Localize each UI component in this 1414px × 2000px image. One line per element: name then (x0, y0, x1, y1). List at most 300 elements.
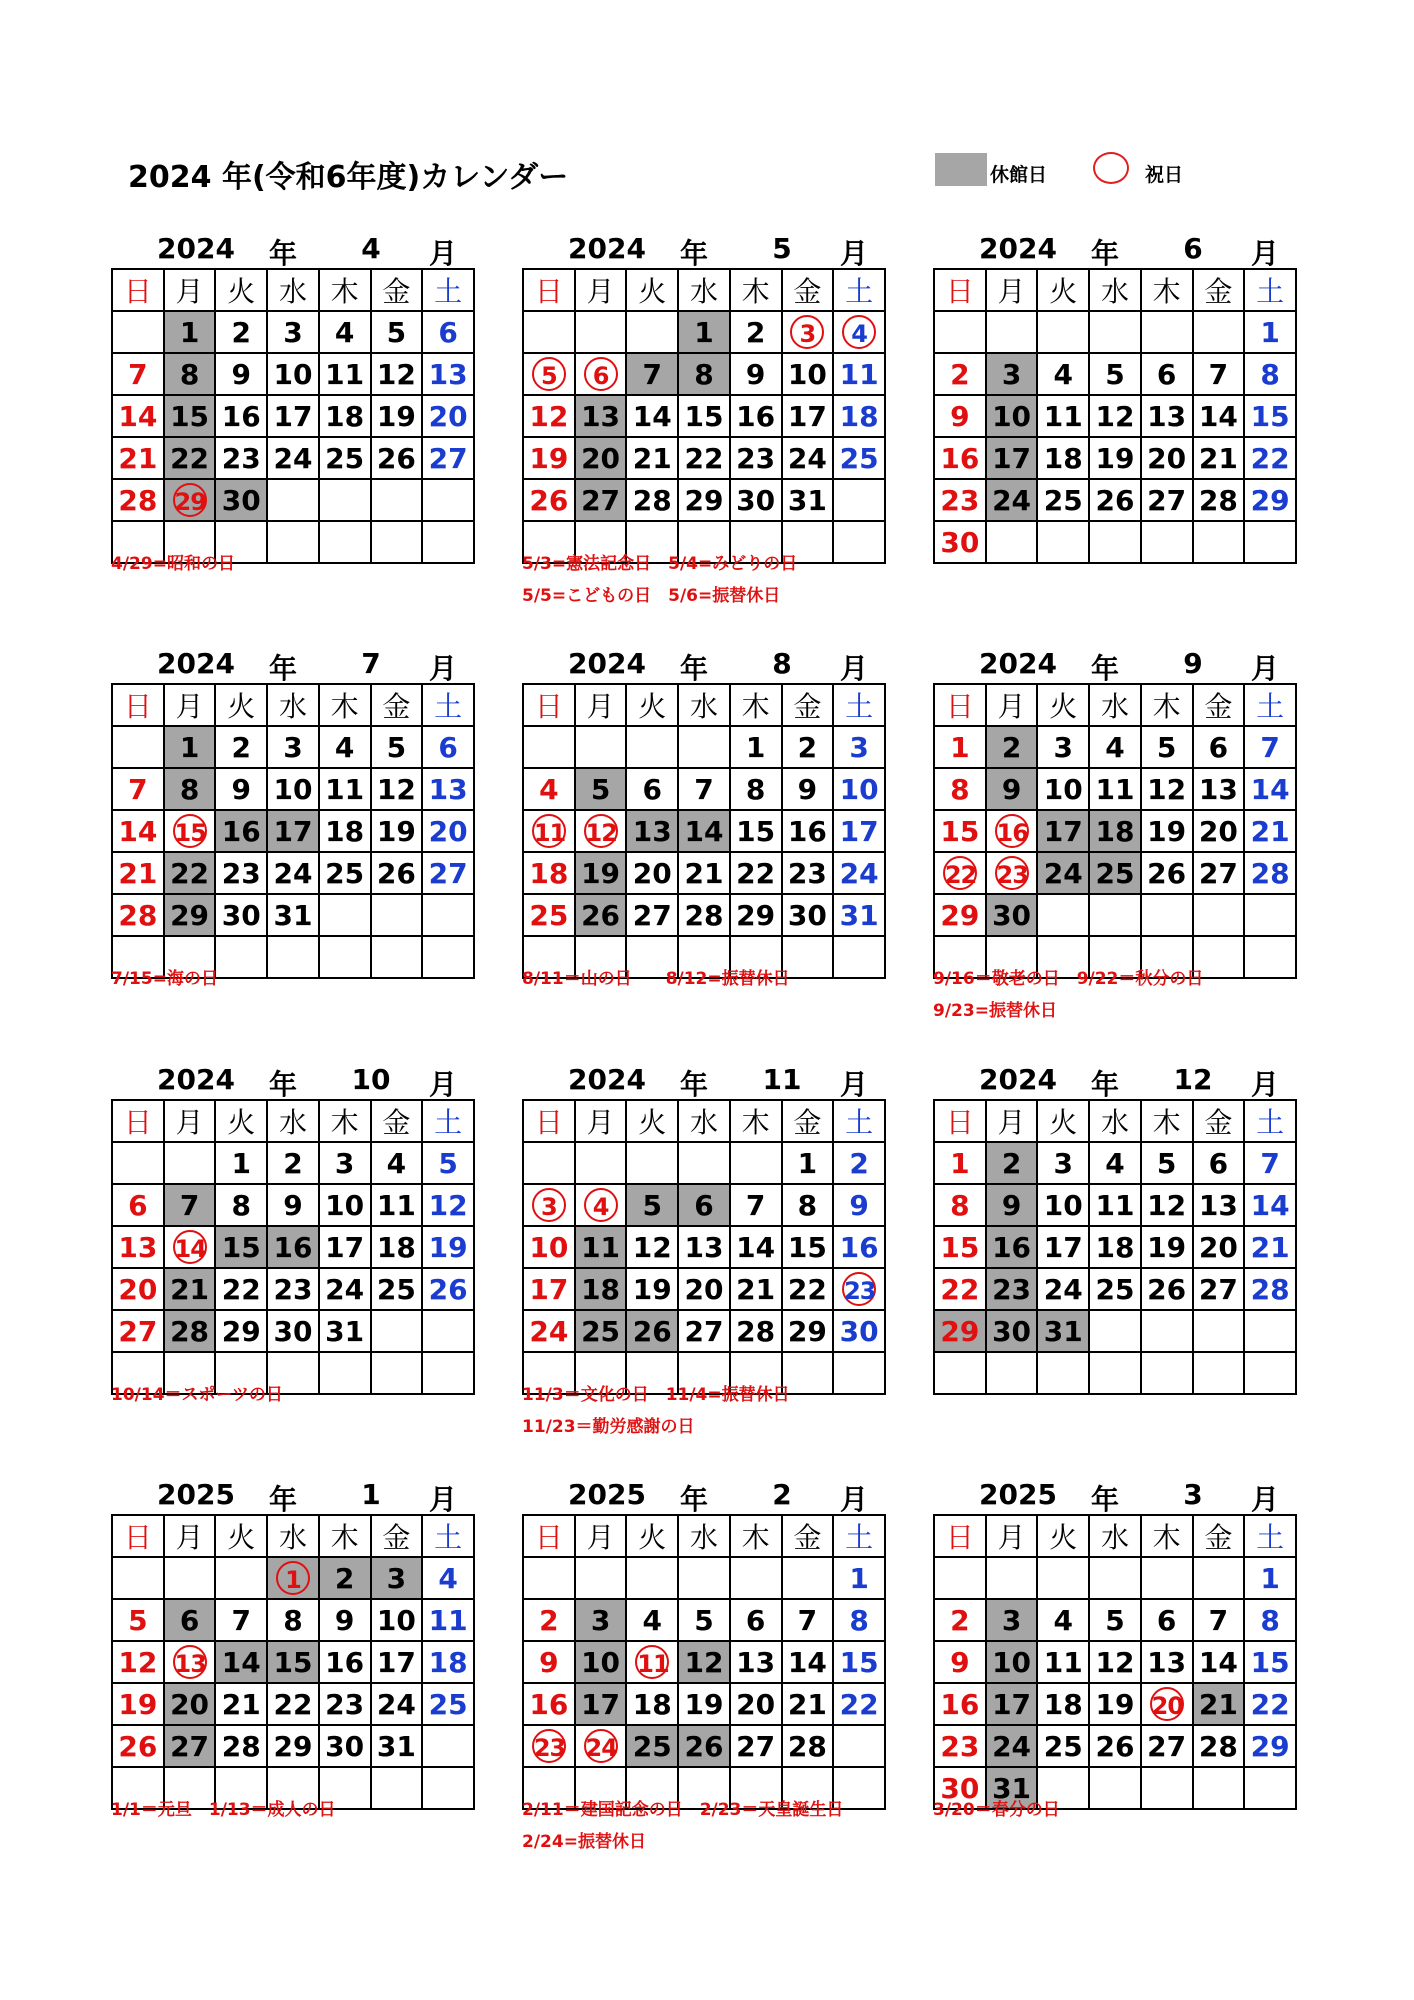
closed-day-cell (626, 810, 678, 852)
day-cell (833, 894, 885, 936)
day-cell (319, 1725, 371, 1767)
day-number: 19 (632, 1272, 672, 1306)
weekday-header-cell: 火 (1037, 1515, 1089, 1557)
month-table (522, 1514, 886, 1810)
week-row (112, 1641, 474, 1683)
day-number: 3 (790, 315, 824, 349)
closed-day-cell (575, 1599, 627, 1641)
day-number: 28 (170, 1314, 210, 1348)
holiday-note-line: 9/16＝敬老の日 9/22＝秋分の日 (933, 969, 1204, 989)
day-number: 11 (325, 357, 365, 391)
day-cell (267, 1184, 319, 1226)
day-number: 29 (1250, 1729, 1290, 1763)
day-number: 24 (273, 856, 313, 890)
day-number: 24 (839, 856, 879, 890)
day-cell (782, 1310, 834, 1352)
closed-day-cell (267, 810, 319, 852)
day-cell (833, 1641, 885, 1683)
day-number: 23 (325, 1687, 365, 1721)
day-number: 10 (992, 399, 1032, 433)
empty-day-cell (934, 1352, 986, 1394)
day-number: 27 (428, 856, 468, 890)
day-number: 3 (532, 1188, 566, 1222)
day-number: 23 (992, 1272, 1032, 1306)
day-number: 25 (376, 1272, 416, 1306)
weekday-header-cell: 土 (422, 1100, 474, 1142)
day-number: 19 (1095, 1687, 1135, 1721)
empty-day-cell (1037, 1352, 1089, 1394)
weekday-header-cell: 火 (626, 684, 678, 726)
weekday-header-cell: 日 (112, 684, 164, 726)
holiday-notes (933, 1794, 1393, 1826)
day-number: 11 (532, 814, 566, 848)
weekday-header-cell: 木 (1141, 269, 1193, 311)
day-number: 18 (529, 856, 569, 890)
day-number: 20 (581, 441, 621, 475)
week-row (934, 852, 1296, 894)
day-number: 10 (273, 357, 313, 391)
day-number: 21 (221, 1687, 261, 1721)
empty-day-cell (678, 1142, 730, 1184)
day-number: 22 (736, 856, 776, 890)
weekday-header-cell: 金 (371, 684, 423, 726)
day-number: 3 (334, 1146, 355, 1180)
day-number: 1 (950, 730, 970, 764)
holiday-day-cell (575, 353, 627, 395)
day-number: 30 (273, 1314, 313, 1348)
day-number: 29 (736, 898, 776, 932)
day-number: 12 (118, 1645, 158, 1679)
day-number: 7 (694, 772, 714, 806)
weekday-header-cell: 月 (575, 1515, 627, 1557)
page-title: 2024 年(令和6年度)カレンダー (128, 160, 569, 195)
holiday-notes (522, 1379, 982, 1443)
closed-day-cell (575, 479, 627, 521)
day-number: 2 (334, 1561, 355, 1595)
month-number: 12 (1173, 1063, 1213, 1096)
day-cell (678, 768, 730, 810)
month-table (933, 268, 1297, 564)
day-number: 19 (684, 1687, 724, 1721)
day-number: 2 (283, 1146, 303, 1180)
day-number: 27 (1147, 483, 1187, 517)
weekday-header-cell: 土 (1244, 684, 1296, 726)
day-number: 31 (376, 1729, 416, 1763)
day-number: 6 (438, 730, 458, 764)
day-number: 29 (940, 898, 980, 932)
day-number: 21 (1198, 1687, 1238, 1721)
day-cell (1193, 395, 1245, 437)
holiday-day-cell (523, 1184, 575, 1226)
day-number: 12 (1095, 1645, 1135, 1679)
day-cell (1089, 1142, 1141, 1184)
day-cell (782, 810, 834, 852)
day-cell (371, 1641, 423, 1683)
month-number: 1 (361, 1478, 381, 1511)
day-number: 13 (1198, 772, 1238, 806)
day-number: 22 (221, 1272, 261, 1306)
day-number: 1 (179, 730, 200, 764)
weekday-header-cell: 月 (575, 684, 627, 726)
day-cell (730, 768, 782, 810)
empty-day-cell (833, 1725, 885, 1767)
day-number: 28 (736, 1314, 776, 1348)
day-cell (267, 1725, 319, 1767)
weekday-header-row (934, 1515, 1296, 1557)
day-cell (626, 852, 678, 894)
week-row (523, 1184, 885, 1226)
day-number: 7 (1260, 730, 1280, 764)
day-number: 17 (992, 441, 1032, 475)
weekday-header-cell: 月 (986, 1100, 1038, 1142)
weekday-header-row (523, 684, 885, 726)
day-number: 4 (1105, 730, 1125, 764)
closed-day-cell (267, 1226, 319, 1268)
weekday-header-cell: 火 (626, 1515, 678, 1557)
day-number: 14 (173, 1230, 207, 1264)
empty-day-cell (986, 521, 1038, 563)
day-number: 18 (1043, 1687, 1083, 1721)
holiday-note-line: 8/11＝山の日 8/12=振替休日 (522, 969, 790, 989)
week-row (934, 1142, 1296, 1184)
day-number: 29 (684, 483, 724, 517)
month-suffix: 月 (840, 1068, 869, 1101)
empty-day-cell (1037, 1557, 1089, 1599)
day-number: 16 (221, 399, 261, 433)
day-number: 8 (950, 772, 970, 806)
day-number: 26 (581, 898, 621, 932)
day-number: 20 (1147, 441, 1187, 475)
day-cell (1193, 1142, 1245, 1184)
day-cell (1244, 437, 1296, 479)
day-number: 13 (736, 1645, 776, 1679)
year-label: 2024 (979, 1063, 1057, 1096)
month-suffix: 月 (1251, 1068, 1280, 1101)
weekday-header-row (112, 1515, 474, 1557)
day-cell (523, 768, 575, 810)
day-cell (1244, 1725, 1296, 1767)
day-number: 5 (532, 357, 566, 391)
closed-day-cell (164, 1599, 216, 1641)
closed-day-cell (986, 1310, 1038, 1352)
day-cell (833, 1226, 885, 1268)
day-number: 11 (1095, 772, 1135, 806)
day-number: 1 (1260, 315, 1280, 349)
closed-day-cell (678, 810, 730, 852)
weekday-header-cell: 金 (371, 269, 423, 311)
week-row (523, 311, 885, 353)
day-number: 23 (736, 441, 776, 475)
day-number: 20 (1150, 1687, 1184, 1721)
month-suffix: 月 (840, 652, 869, 685)
day-cell (319, 1310, 371, 1352)
day-number: 14 (221, 1645, 261, 1679)
empty-day-cell (1244, 521, 1296, 563)
closed-day-cell (986, 395, 1038, 437)
day-number: 2 (745, 315, 766, 349)
day-number: 5 (438, 1146, 458, 1180)
day-cell (934, 437, 986, 479)
month-table (111, 1099, 475, 1395)
empty-day-cell (1193, 894, 1245, 936)
day-cell (267, 1142, 319, 1184)
day-cell (267, 894, 319, 936)
month-table (522, 683, 886, 979)
weekday-header-row (112, 269, 474, 311)
holiday-day-cell (523, 810, 575, 852)
weekday-header-cell: 月 (164, 1515, 216, 1557)
weekday-header-cell: 火 (215, 684, 267, 726)
day-number: 19 (376, 399, 416, 433)
weekday-header-row (523, 1100, 885, 1142)
day-cell (267, 437, 319, 479)
closed-day-cell (575, 1226, 627, 1268)
day-number: 26 (1095, 1729, 1135, 1763)
day-number: 13 (632, 814, 672, 848)
day-cell (319, 395, 371, 437)
day-number: 26 (632, 1314, 672, 1348)
closed-day-cell (164, 852, 216, 894)
weekday-header-cell: 金 (782, 269, 834, 311)
weekday-header-cell: 木 (730, 1515, 782, 1557)
day-cell (1141, 726, 1193, 768)
holiday-day-cell (626, 1641, 678, 1683)
day-cell (1244, 353, 1296, 395)
day-number: 18 (376, 1230, 416, 1264)
day-number: 6 (179, 1603, 200, 1637)
day-number: 4 (642, 1603, 662, 1637)
week-row (523, 1641, 885, 1683)
day-number: 21 (1250, 1230, 1290, 1264)
day-number: 7 (1208, 1603, 1229, 1637)
day-cell (1141, 768, 1193, 810)
day-cell (1089, 395, 1141, 437)
day-number: 20 (1198, 1230, 1238, 1264)
day-number: 19 (1147, 1230, 1187, 1264)
day-number: 16 (529, 1687, 569, 1721)
day-cell (422, 726, 474, 768)
day-cell (782, 1226, 834, 1268)
day-cell (1244, 311, 1296, 353)
closed-day-cell (215, 810, 267, 852)
day-number: 9 (797, 772, 818, 806)
day-cell (371, 311, 423, 353)
year-suffix: 年 (269, 237, 298, 270)
day-number: 1 (276, 1561, 310, 1595)
day-number: 31 (1043, 1314, 1083, 1348)
day-number: 4 (438, 1561, 458, 1595)
day-cell (112, 395, 164, 437)
day-number: 8 (950, 1188, 970, 1222)
day-cell (422, 810, 474, 852)
day-number: 21 (632, 441, 672, 475)
day-number: 25 (632, 1729, 672, 1763)
day-number: 23 (940, 1729, 980, 1763)
day-number: 1 (745, 730, 766, 764)
holiday-note-line: 11/3＝文化の日 11/4=振替休日 (522, 1385, 790, 1405)
day-number: 24 (787, 441, 827, 475)
day-number: 20 (632, 856, 672, 890)
day-cell (1244, 1683, 1296, 1725)
day-cell (112, 852, 164, 894)
day-cell (678, 894, 730, 936)
day-number: 23 (221, 856, 261, 890)
day-number: 1 (849, 1561, 869, 1595)
holiday-day-cell (575, 1184, 627, 1226)
day-number: 6 (128, 1188, 148, 1222)
day-number: 12 (1147, 1188, 1187, 1222)
day-number: 9 (745, 357, 766, 391)
day-cell (422, 1142, 474, 1184)
day-cell (215, 894, 267, 936)
day-number: 30 (992, 898, 1032, 932)
closed-day-cell (164, 353, 216, 395)
closed-day-cell (319, 1557, 371, 1599)
day-number: 7 (797, 1603, 818, 1637)
closed-day-cell (678, 1184, 730, 1226)
day-number: 7 (1260, 1146, 1280, 1180)
month-number: 11 (762, 1063, 802, 1096)
weekday-header-cell: 火 (1037, 269, 1089, 311)
day-cell (833, 1184, 885, 1226)
closed-day-cell (371, 1557, 423, 1599)
day-number: 15 (1250, 1645, 1290, 1679)
day-number: 16 (940, 441, 980, 475)
day-number: 8 (745, 772, 766, 806)
weekday-header-cell: 日 (934, 269, 986, 311)
month-header (522, 1059, 886, 1099)
day-cell (626, 768, 678, 810)
week-row (112, 1725, 474, 1767)
day-number: 6 (1156, 1603, 1177, 1637)
week-row (112, 1184, 474, 1226)
day-number: 27 (118, 1314, 158, 1348)
closed-day-cell (575, 1268, 627, 1310)
day-cell (626, 1268, 678, 1310)
week-row (112, 810, 474, 852)
day-cell (1089, 1683, 1141, 1725)
empty-day-cell (986, 1557, 1038, 1599)
day-cell (215, 1683, 267, 1725)
day-cell (1193, 1725, 1245, 1767)
day-cell (833, 1683, 885, 1725)
day-number: 9 (334, 1603, 355, 1637)
day-number: 20 (684, 1272, 724, 1306)
empty-day-cell (1089, 311, 1141, 353)
day-cell (730, 1310, 782, 1352)
week-row (523, 726, 885, 768)
year-suffix: 年 (680, 1483, 709, 1516)
day-cell (934, 479, 986, 521)
day-number: 12 (1095, 399, 1135, 433)
weekday-header-cell: 金 (371, 1100, 423, 1142)
day-number: 20 (170, 1687, 210, 1721)
day-number: 12 (632, 1230, 672, 1264)
day-number: 25 (581, 1314, 621, 1348)
closed-day-cell (1037, 1310, 1089, 1352)
day-number: 17 (376, 1645, 416, 1679)
week-row (112, 395, 474, 437)
day-cell (523, 395, 575, 437)
day-number: 8 (694, 357, 714, 391)
day-number: 16 (736, 399, 776, 433)
day-number: 2 (539, 1603, 559, 1637)
day-number: 17 (325, 1230, 365, 1264)
week-row (523, 479, 885, 521)
day-number: 15 (170, 399, 210, 433)
year-suffix: 年 (1091, 1483, 1120, 1516)
day-cell (319, 852, 371, 894)
day-cell (523, 1310, 575, 1352)
year-suffix: 年 (680, 652, 709, 685)
closed-day-cell (575, 1641, 627, 1683)
day-number: 11 (1043, 399, 1083, 433)
week-row (523, 1557, 885, 1599)
day-number: 8 (179, 357, 200, 391)
day-cell (1037, 726, 1089, 768)
weekday-header-row (523, 1515, 885, 1557)
day-cell (1037, 1184, 1089, 1226)
day-cell (267, 395, 319, 437)
day-number: 28 (118, 483, 158, 517)
day-number: 23 (995, 856, 1029, 890)
day-number: 5 (590, 772, 611, 806)
closed-day-cell (1037, 810, 1089, 852)
day-number: 1 (694, 315, 714, 349)
day-number: 8 (1260, 1603, 1280, 1637)
holiday-day-cell (934, 852, 986, 894)
day-cell (782, 1268, 834, 1310)
day-number: 20 (428, 399, 468, 433)
day-number: 2 (1001, 730, 1022, 764)
month-number: 5 (772, 232, 792, 265)
day-cell (215, 768, 267, 810)
month-number: 7 (361, 647, 381, 680)
weekday-header-cell: 水 (1089, 1100, 1141, 1142)
day-cell (1037, 479, 1089, 521)
day-number: 11 (635, 1645, 669, 1679)
closed-day-cell (575, 894, 627, 936)
day-number: 29 (273, 1729, 313, 1763)
holiday-day-cell (575, 1725, 627, 1767)
day-number: 22 (684, 441, 724, 475)
day-number: 27 (1198, 856, 1238, 890)
day-number: 6 (1156, 357, 1177, 391)
day-number: 7 (128, 772, 148, 806)
day-number: 20 (1198, 814, 1238, 848)
week-row (523, 395, 885, 437)
weekday-header-cell: 金 (1193, 1515, 1245, 1557)
day-number: 6 (745, 1603, 766, 1637)
day-cell (1141, 1268, 1193, 1310)
day-cell (934, 1184, 986, 1226)
day-number: 19 (428, 1230, 468, 1264)
day-number: 30 (221, 898, 261, 932)
day-number: 28 (1250, 1272, 1290, 1306)
month-header (111, 643, 475, 683)
day-number: 21 (1198, 441, 1238, 475)
day-number: 12 (376, 772, 416, 806)
day-cell (422, 1268, 474, 1310)
day-number: 18 (325, 814, 365, 848)
weekday-header-cell: 火 (626, 269, 678, 311)
closed-day-cell (1089, 810, 1141, 852)
closed-day-cell (164, 1725, 216, 1767)
closed-day-cell (678, 353, 730, 395)
weekday-header-cell: 水 (678, 1100, 730, 1142)
weekday-header-cell: 日 (112, 1515, 164, 1557)
weekday-header-cell: 月 (986, 684, 1038, 726)
